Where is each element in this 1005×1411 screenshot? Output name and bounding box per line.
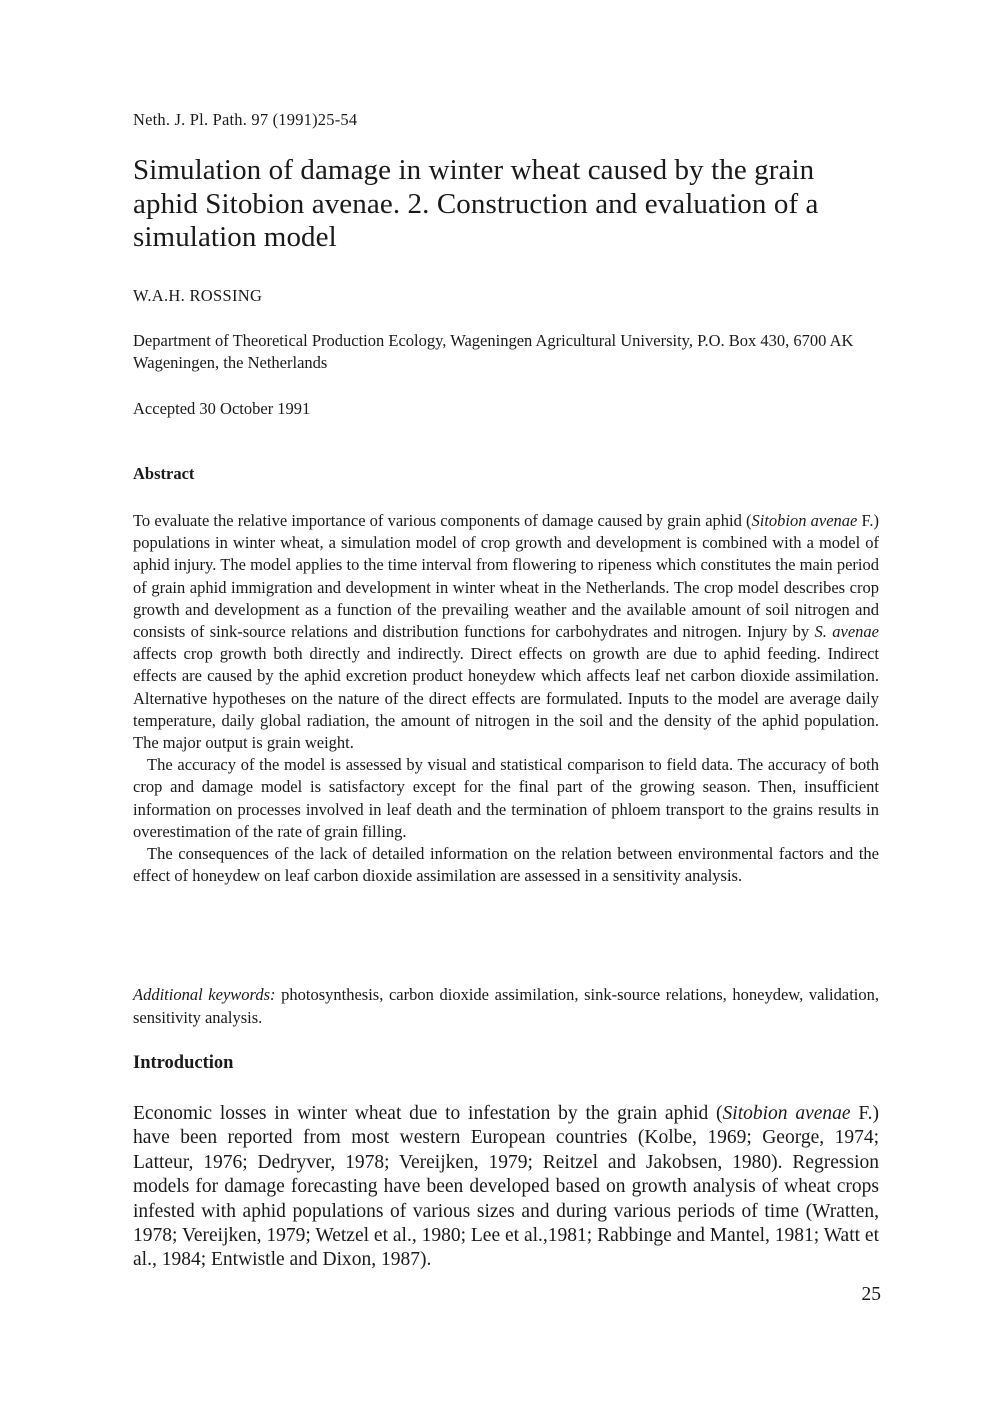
intro-species-name: Sitobion avenae: [722, 1103, 851, 1124]
author-name: W.A.H. ROSSING: [133, 286, 263, 305]
abstract-species-short: S. avenae: [814, 622, 879, 642]
intro-part-a: Economic losses in winter wheat due to infestation by the grain aphid (: [133, 1103, 723, 1124]
abstract-paragraph-3: The consequences of the lack of detailed information on the relation between environmental factors and the effect of honeydew on leaf carbon dioxide assimilation are assessed in a sensitivity analysis.: [133, 844, 879, 886]
keywords-text: photosynthesis, carbon dioxide assimilation, sink-source relations, honeydew, validation, sensitivity analysis.: [133, 985, 879, 1027]
accepted-date: Accepted 30 October 1991: [133, 399, 311, 418]
introduction-heading: Introduction: [133, 1053, 234, 1073]
introduction-body: [133, 1102, 879, 1273]
abstract-body: [133, 510, 879, 887]
abstract-paragraph-1: [133, 510, 879, 754]
journal-reference: Neth. J. Pl. Path. 97 (1991)25-54: [133, 110, 358, 129]
abstract-species-name: Sitobion avenae: [751, 511, 858, 530]
paper-page: [133, 0, 881, 1411]
paper-title: Simulation of damage in winter wheat caused by the grain aphid Sitobion avenae. 2. Construction and evaluation of a simulation model: [133, 154, 819, 253]
abstract-paragraph-2: The accuracy of the model is assessed by visual and statistical comparison to field data. The accuracy of both crop and damage model is satisfactory except for the final part of the growing season. Then, insufficient information on processes involved in leaf death and the termination of phloem transport to the grains results in overestimation of the rate of grain filling.: [133, 755, 879, 841]
abstract-p1-part-c: affects crop growth both directly and indirectly. Direct effects on growth are due to aphid feeding. Indirect effects are caused by the aphid excretion product honeydew which affects leaf net carbon dioxide assimilation. Alternative hypotheses on the nature of the direct effects are formulated. Inputs to the model are average daily temperature, daily global radiation, the amount of nitrogen in the soil and the density of the aphid population. The major output is grain weight.: [133, 644, 879, 753]
abstract-heading: Abstract: [133, 464, 195, 483]
page-number: 25: [861, 1284, 881, 1305]
abstract-p1-part-a: To evaluate the relative importance of various components of damage caused by grain aphid (: [133, 511, 752, 530]
author-affiliation: Department of Theoretical Production Ecology, Wageningen Agricultural University, P.O. Box 430, 6700 AK Wageningen, the Netherlands: [133, 331, 854, 372]
abstract-p1-part-b: F.) populations in winter wheat, a simulation model of crop growth and development is combined with a model of aphid injury. The model applies to the time interval from flowering to ripeness which constitutes the main period of grain aphid immigration and development in winter wheat in the Netherlands. The crop model describes crop growth and development as a function of the prevailing weather and the available amount of soil nitrogen and consists of sink-source relations and distribution functions for carbohydrates and nitrogen. Injury by: [133, 511, 879, 642]
keywords-label: Additional keywords:: [133, 985, 276, 1004]
additional-keywords: [133, 983, 879, 1029]
intro-part-b: F.) have been reported from most western European countries (Kolbe, 1969; George, 1974; Latteur, 1976; Dedryver, 1978; Vereijken, 1979; Reitzel and Jakobsen, 1980). Regression models for damage forecasting have been developed based on growth analysis of wheat crops infested with aphid populations of various sizes and during various periods of time (Wratten, 1978; Vereijken, 1979; Wetzel et al., 1980; Lee et al.,1981; Rabbinge and Mantel, 1981; Watt et al., 1984; Entwistle and Dixon, 1987).: [133, 1103, 880, 1271]
